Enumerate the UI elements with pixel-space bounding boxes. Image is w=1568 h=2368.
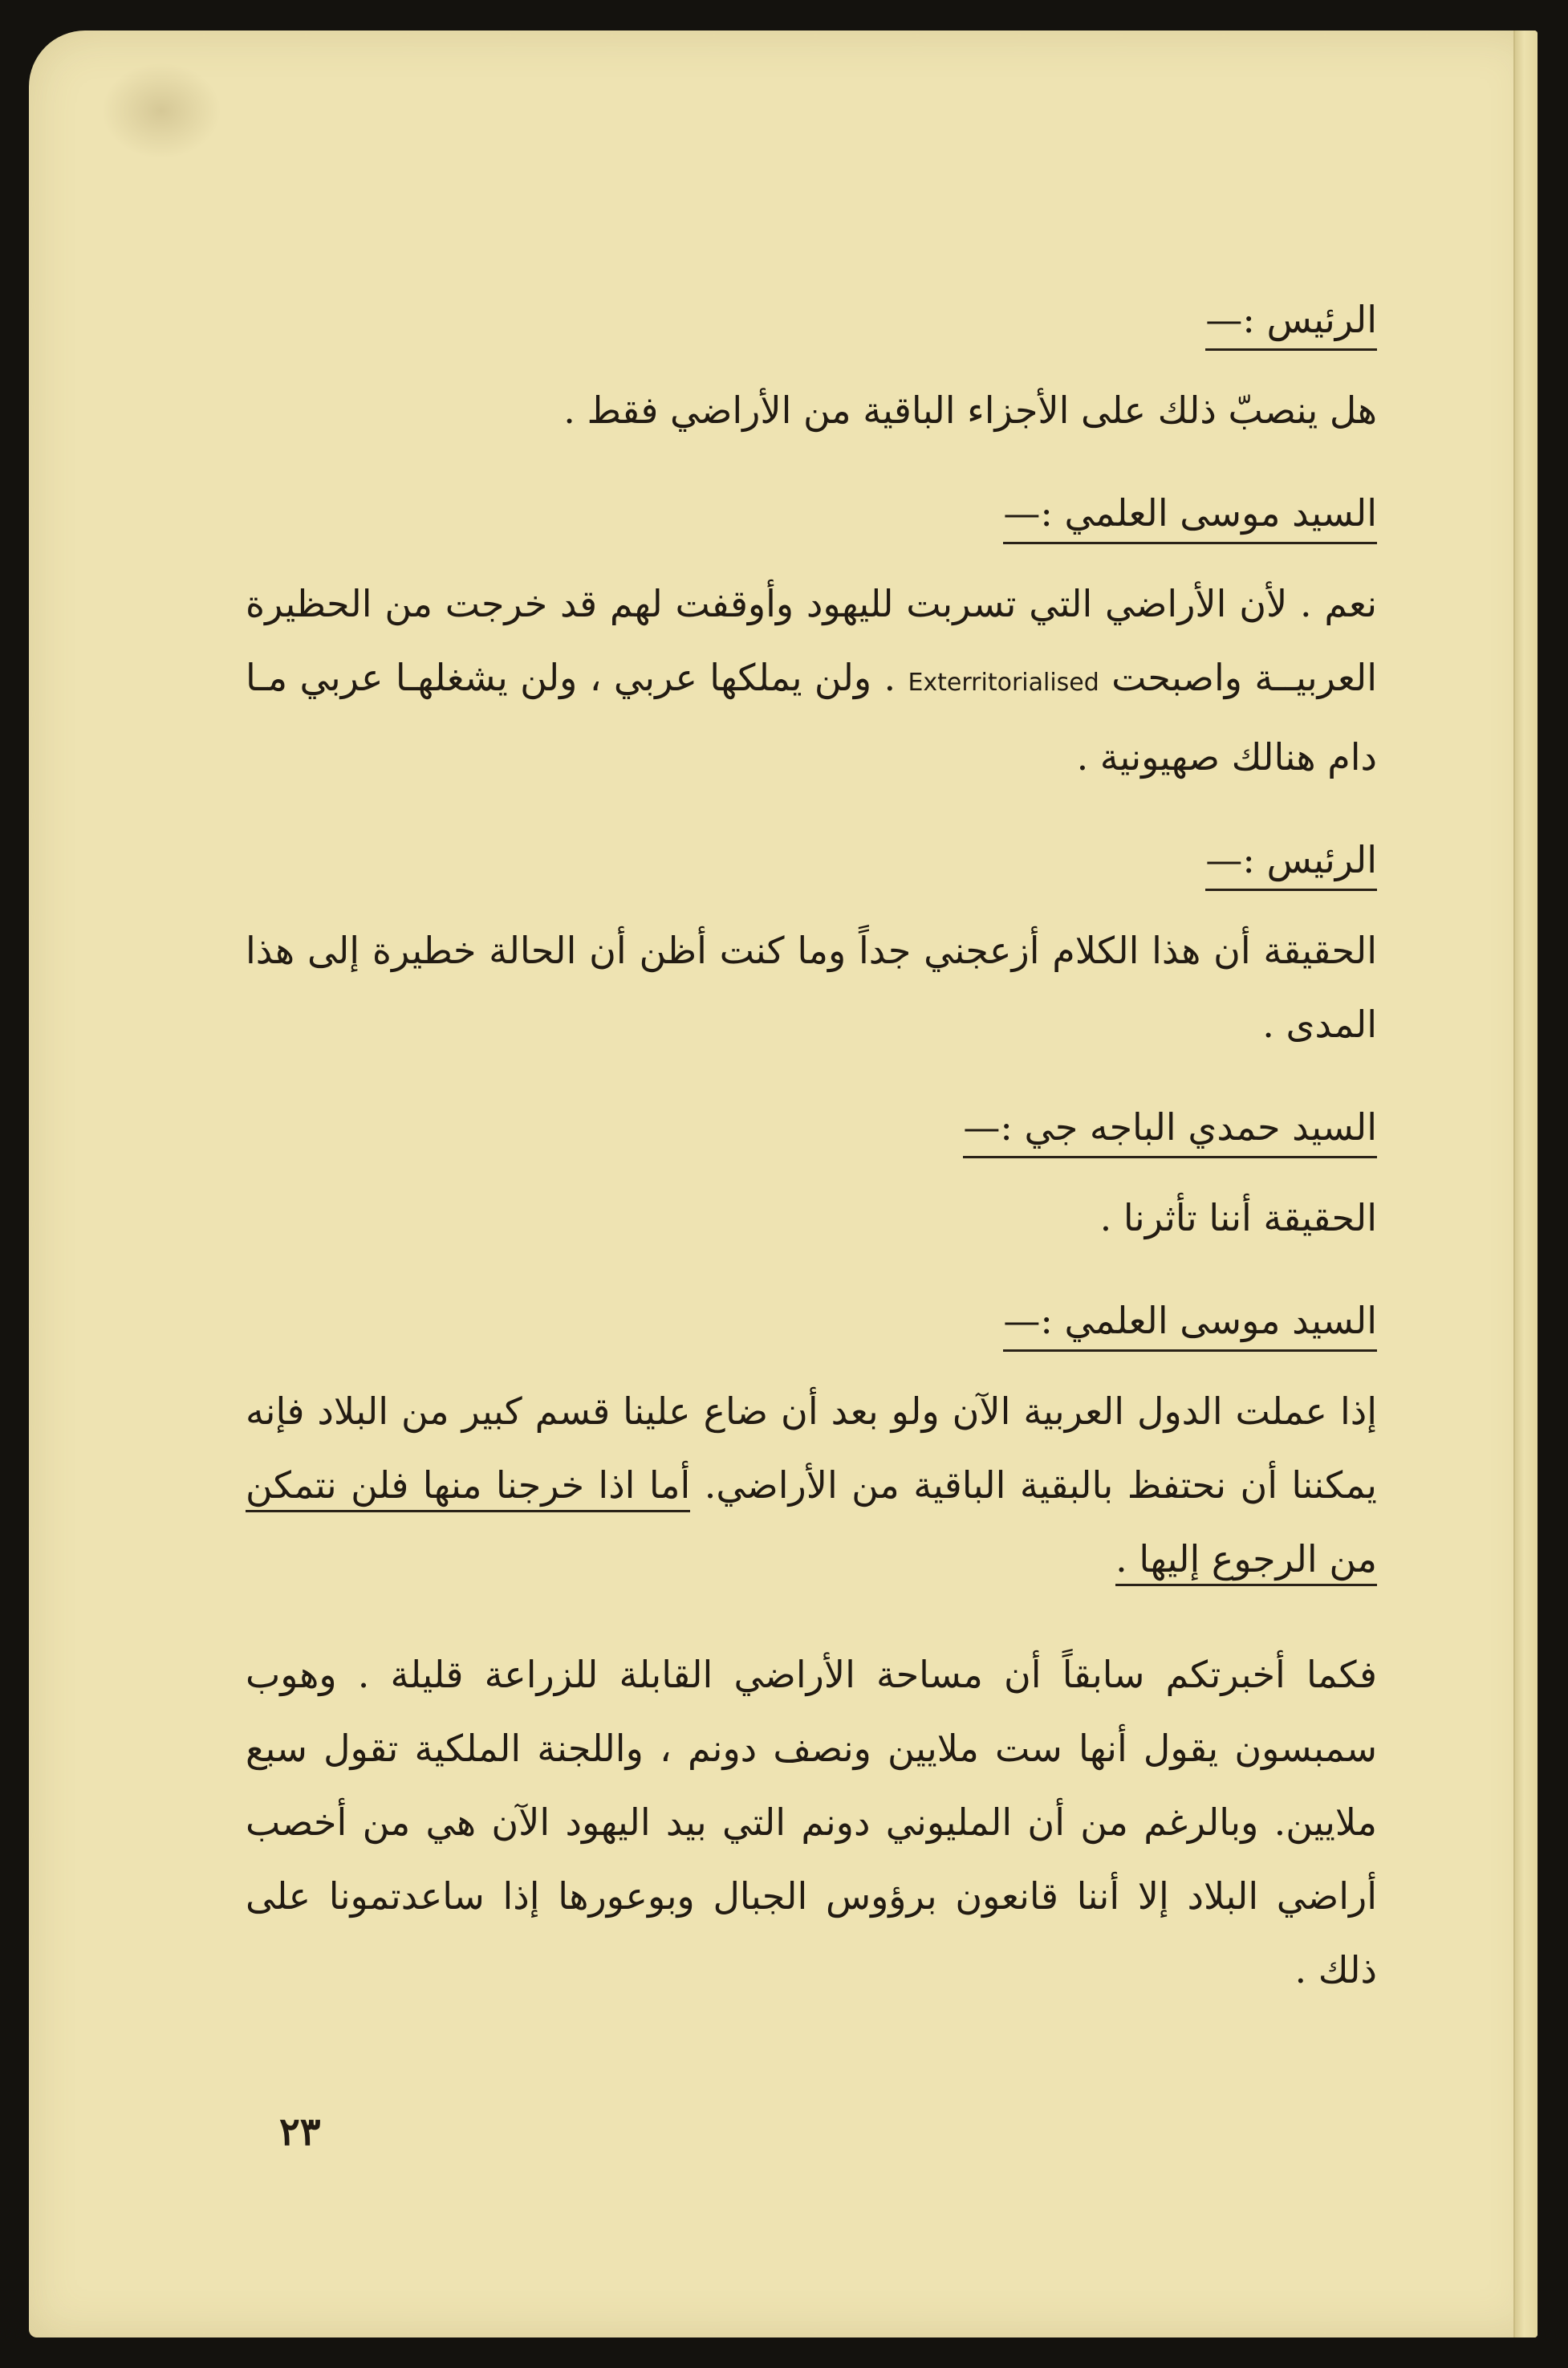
paragraph: فكما أخبرتكم سابقاً أن مساحة الأراضي القابلة للزراعة قليلة . وهوب سمبسون يقول أنها ست ملايين ونصف دونم ، واللجنة الملكية تقول سبع ملايين. وبالرغم من أن المليوني دونم التي بيد اليهود الآن هي من أخصب أراضي البلاد إلا أننا قانعون برؤوس الجبال وبوعورها إذا ساعدتمونا على ذلك . (246, 1653, 1377, 1992)
page-number: ٢٣ (279, 2110, 321, 2154)
paragraph: الحقيقة أن هذا الكلام أزعجني جداً وما كنت أظن أن الحالة خطيرة إلى هذا المدى . (246, 929, 1377, 1046)
paragraph (246, 567, 1377, 794)
paragraph-text: إذا عملت الدول العربية الآن ولو بعد أن ضاع علينا قسم كبير من البلاد فإنه يمكننا أن نحتفظ بالبقية الباقية من الأراضي. (246, 1389, 1377, 1507)
latin-term: Exterritorialised (908, 669, 1099, 697)
paragraph: الحقيقة أننا تأثرنا . (1099, 1196, 1377, 1239)
underlined-text: أما اذا خرجنا منها فلن نتمكن من الرجوع إليها . (246, 1463, 1377, 1586)
page-text (246, 295, 1377, 2007)
speaker-heading: الرئيس :— (246, 295, 1377, 351)
speaker-heading: السيد موسى العلمي :— (246, 1296, 1377, 1352)
paragraph-text: . ولن يملكها عربي ، ولن يشغلهـا عربي مـا دام هنالك صهيونية . (246, 656, 1377, 779)
speaker-heading: الرئيس :— (246, 836, 1377, 891)
page-spine-edge (1513, 31, 1538, 2337)
paragraph (246, 1374, 1377, 1596)
paragraph-text: نعم . لأن الأراضي التي تسربت لليهود وأوقفت لهم قد خرجت من الحظيرة العربيــة واصبحت (246, 582, 1377, 699)
book-page (29, 31, 1538, 2337)
paragraph: هل ينصبّ ذلك على الأجزاء الباقية من الأراضي فقط . (563, 389, 1377, 432)
paper-stain (101, 63, 221, 159)
speaker-heading: السيد موسى العلمي :— (246, 489, 1377, 544)
speaker-heading: السيد حمدي الباجه جي :— (246, 1103, 1377, 1158)
